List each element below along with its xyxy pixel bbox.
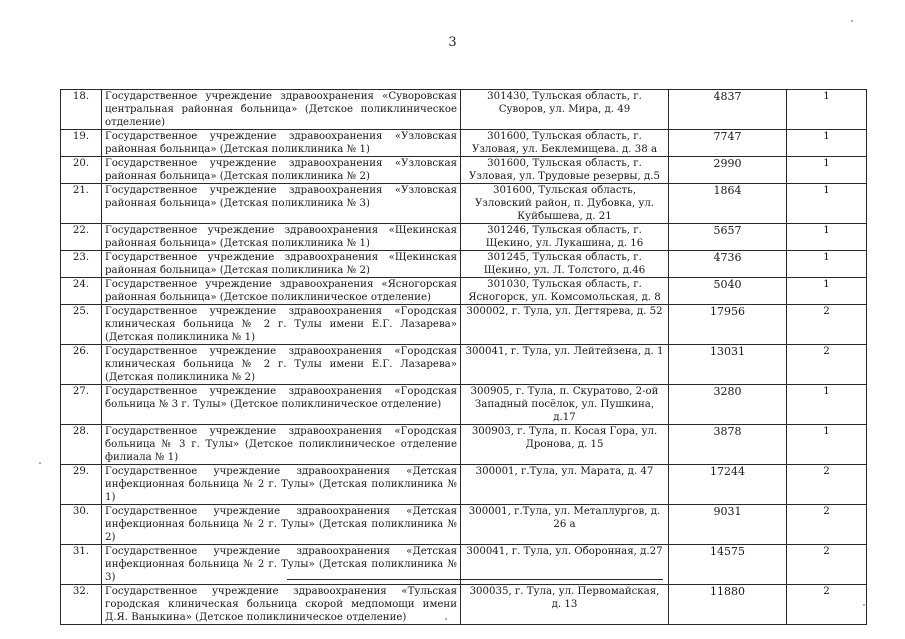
bottom-rule (287, 579, 663, 580)
table-row (61, 585, 867, 625)
category-cell: 1 (787, 425, 867, 465)
table-row (61, 251, 867, 278)
institution-name-cell: Государственное учреждение здравоохранения «Узловская районная больница» (Детская поликлиника № 1) (102, 130, 461, 157)
institution-address-cell: 300041, г. Тула, ул. Лейтейзена, д. 1 (461, 345, 669, 385)
institution-address-cell: 300001, г.Тула, ул. Марата, д. 47 (461, 465, 669, 505)
row-number-cell: 21. (61, 184, 102, 224)
institution-address-cell: 301246, Тульская область, г. Щекино, ул. Лукашина, д. 16 (461, 224, 669, 251)
category-cell: 1 (787, 224, 867, 251)
institution-address-cell: 300903, г. Тула, п. Косая Гора, ул. Дронова, д. 15 (461, 425, 669, 465)
institution-name-cell: Государственное учреждение здравоохранения «Щекинская районная больница» (Детская поликлиника № 1) (102, 224, 461, 251)
table-row (61, 130, 867, 157)
table-row (61, 465, 867, 505)
scan-speck (39, 462, 41, 464)
institution-name-cell: Государственное учреждение здравоохранения «Щекинская районная больница» (Детская поликлиника № 2) (102, 251, 461, 278)
row-number-cell: 24. (61, 278, 102, 305)
table-row (61, 278, 867, 305)
row-number-cell: 26. (61, 345, 102, 385)
institution-address-cell: 301030, Тульская область, г. Ясногорск, ул. Комсомольская, д. 8 (461, 278, 669, 305)
row-number-cell: 22. (61, 224, 102, 251)
attached-population-cell: 17956 (669, 305, 787, 345)
category-cell: 1 (787, 278, 867, 305)
attached-population-cell: 17244 (669, 465, 787, 505)
table-row (61, 305, 867, 345)
attached-population-cell: 3878 (669, 425, 787, 465)
institution-address-cell: 300002, г. Тула, ул. Дегтярева, д. 52 (461, 305, 669, 345)
row-number-cell: 27. (61, 385, 102, 425)
table-row (61, 385, 867, 425)
table-row (61, 345, 867, 385)
table-row (61, 90, 867, 130)
row-number-cell: 28. (61, 425, 102, 465)
category-cell: 1 (787, 157, 867, 184)
category-cell: 1 (787, 251, 867, 278)
institution-name-cell: Государственное учреждение здравоохранения «Тульская городская клиническая больница скорой медпомощи имени Д.Я. Ваныкина» (Детское поликлиническое отделение) (102, 585, 461, 625)
institution-name-cell: Государственное учреждение здравоохранения «Городская клиническая больница № 2 г. Тулы имени Е.Г. Лазарева» (Детская поликлиника № 1) (102, 305, 461, 345)
attached-population-cell: 5040 (669, 278, 787, 305)
page-number: 3 (448, 35, 457, 50)
row-number-cell: 20. (61, 157, 102, 184)
attached-population-cell: 5657 (669, 224, 787, 251)
institution-name-cell: Государственное учреждение здравоохранения «Суворовская центральная районная больница» (Детское поликлиническое отделение) (102, 90, 461, 130)
institution-address-cell: 301430, Тульская область, г. Суворов, ул. Мира, д. 49 (461, 90, 669, 130)
scan-speck (851, 20, 853, 22)
attached-population-cell: 4736 (669, 251, 787, 278)
category-cell: 1 (787, 130, 867, 157)
institution-name-cell: Государственное учреждение здравоохранения «Узловская районная больница» (Детская поликлиника № 2) (102, 157, 461, 184)
attached-population-cell: 9031 (669, 505, 787, 545)
category-cell: 2 (787, 305, 867, 345)
row-number-cell: 31. (61, 545, 102, 585)
institution-name-cell: Государственное учреждение здравоохранения «Детская инфекционная больница № 2 г. Тулы» (Детская поликлиника № 3) (102, 545, 461, 585)
attached-population-cell: 2990 (669, 157, 787, 184)
row-number-cell: 29. (61, 465, 102, 505)
table-row (61, 184, 867, 224)
attached-population-cell: 11880 (669, 585, 787, 625)
row-number-cell: 30. (61, 505, 102, 545)
table-row (61, 505, 867, 545)
institution-name-cell: Государственное учреждение здравоохранения «Детская инфекционная больница № 2 г. Тулы» (Детская поликлиника № 1) (102, 465, 461, 505)
attached-population-cell: 14575 (669, 545, 787, 585)
institution-name-cell: Государственное учреждение здравоохранения «Детская инфекционная больница № 2 г. Тулы» (Детская поликлиника № 2) (102, 505, 461, 545)
attached-population-cell: 4837 (669, 90, 787, 130)
category-cell: 2 (787, 505, 867, 545)
scan-speck (863, 604, 865, 606)
institution-address-cell: 300035, г. Тула, ул. Первомайская, д. 13 (461, 585, 669, 625)
row-number-cell: 18. (61, 90, 102, 130)
row-number-cell: 25. (61, 305, 102, 345)
attached-population-cell: 1864 (669, 184, 787, 224)
scan-speck (445, 618, 447, 620)
institution-address-cell: 300041, г. Тула, ул. Оборонная, д.27 (461, 545, 669, 585)
attached-population-cell: 7747 (669, 130, 787, 157)
category-cell: 1 (787, 90, 867, 130)
institution-address-cell: 300905, г. Тула, п. Скуратово, 2-ой Западный посёлок, ул. Пушкина, д.17 (461, 385, 669, 425)
attached-population-cell: 13031 (669, 345, 787, 385)
category-cell: 2 (787, 585, 867, 625)
institution-name-cell: Государственное учреждение здравоохранения «Городская больница № 3 г. Тулы» (Детское поликлиническое отделение филиала № 1) (102, 425, 461, 465)
category-cell: 2 (787, 345, 867, 385)
table-row (61, 425, 867, 465)
registry-table-body (61, 90, 867, 625)
institution-address-cell: 301600, Тульская область, г. Узловая, ул. Беклемищева. д. 38 а (461, 130, 669, 157)
institution-address-cell: 301245, Тульская область, г. Щекино, ул. Л. Толстого, д.46 (461, 251, 669, 278)
institution-name-cell: Государственное учреждение здравоохранения «Узловская районная больница» (Детская поликлиника № 3) (102, 184, 461, 224)
registry-table (60, 89, 867, 625)
category-cell: 1 (787, 385, 867, 425)
institution-address-cell: 300001, г.Тула, ул. Металлургов, д. 26 а (461, 505, 669, 545)
row-number-cell: 19. (61, 130, 102, 157)
table-row (61, 157, 867, 184)
category-cell: 1 (787, 184, 867, 224)
institution-address-cell: 301600, Тульская область, Узловский район, п. Дубовка, ул. Куйбышева, д. 21 (461, 184, 669, 224)
institution-address-cell: 301600, Тульская область, г. Узловая, ул. Трудовые резервы, д.5 (461, 157, 669, 184)
institution-name-cell: Государственное учреждение здравоохранения «Городская клиническая больница № 2 г. Тулы имени Е.Г. Лазарева» (Детская поликлиника № 2) (102, 345, 461, 385)
attached-population-cell: 3280 (669, 385, 787, 425)
institution-name-cell: Государственное учреждение здравоохранения «Городская больница № 3 г. Тулы» (Детское поликлиническое отделение) (102, 385, 461, 425)
row-number-cell: 23. (61, 251, 102, 278)
institution-name-cell: Государственное учреждение здравоохранения «Ясногорская районная больница» (Детское поликлиническое отделение) (102, 278, 461, 305)
category-cell: 2 (787, 545, 867, 585)
category-cell: 2 (787, 465, 867, 505)
row-number-cell: 32. (61, 585, 102, 625)
table-row (61, 224, 867, 251)
